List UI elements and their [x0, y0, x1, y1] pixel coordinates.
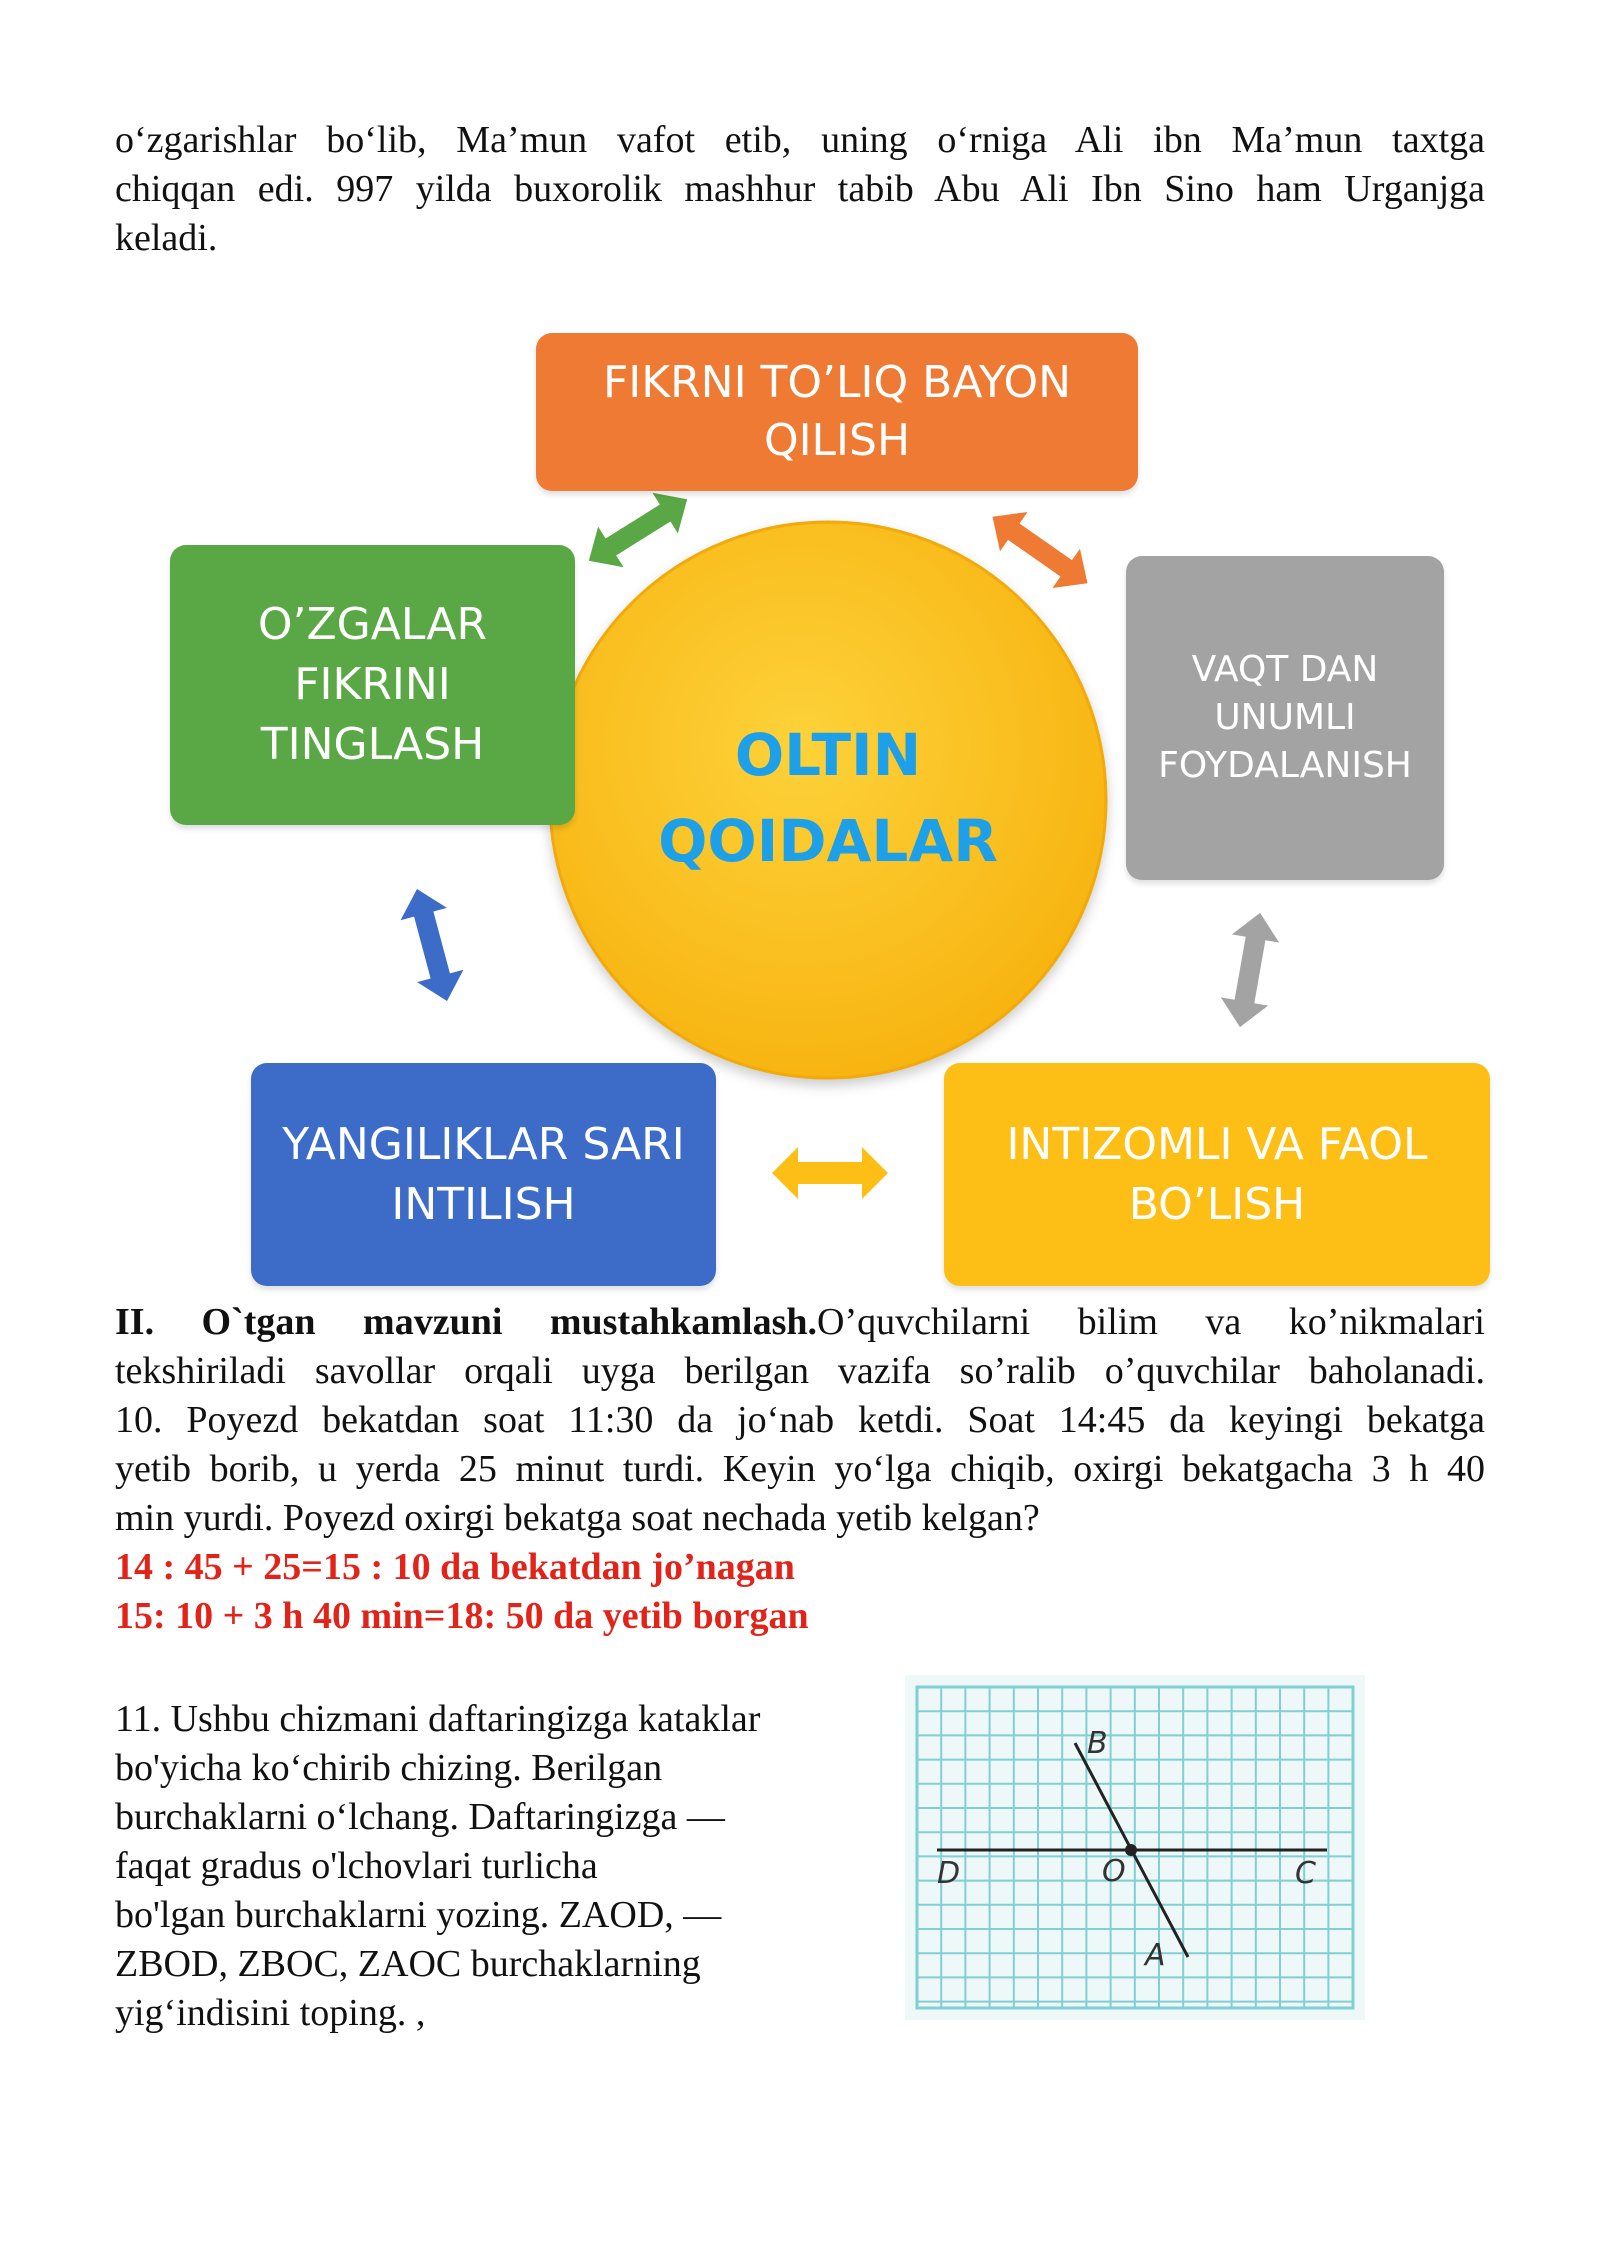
label-o: O: [1102, 1854, 1126, 1889]
center-title-line: OLTIN: [734, 721, 922, 789]
intro-line: o‘zgarishlar bo‘lib, Ma’mun vafot etib, uning o‘rniga Ali ibn Ma’mun taxtga: [115, 119, 1485, 161]
box-top-line: QILISH: [763, 415, 911, 466]
box-top-line: FIKRNI TO’LIQ BAYON: [602, 357, 1072, 408]
double-arrow-icon: [394, 883, 470, 1007]
box-bottom-left-line: YANGILIKLAR SARI: [282, 1118, 685, 1170]
intro-line: keladi.: [115, 217, 218, 259]
box-right: [1126, 556, 1444, 880]
section2-heading: II. O`tgan mavzuni mustahkamlash.: [115, 1301, 818, 1343]
box-left: [170, 545, 575, 825]
task11-paragraph: [115, 1695, 875, 2038]
box-right-line: FOYDALANISH: [1158, 745, 1412, 786]
point-o: [1125, 1844, 1137, 1856]
task11-line: burchaklarni o‘lchang. Daftaringizga —: [115, 1796, 725, 1838]
box-bottom-right: [944, 1063, 1490, 1286]
box-top: [536, 333, 1138, 491]
center-title-line: QOIDALAR: [658, 807, 998, 875]
section2-line: O’quvchilarni bilim va ko’nikmalari: [817, 1301, 1485, 1343]
section2-line: yetib borib, u yerda 25 minut turdi. Keyin yo‘lga chiqib, oxirgi bekatgacha 3 h 40: [115, 1448, 1485, 1490]
section2-line: 10. Poyezd bekatdan soat 11:30 da jo‘nab ketdi. Soat 14:45 da keyingi bekatga: [115, 1399, 1485, 1441]
label-c: C: [1295, 1856, 1316, 1891]
answer-line: 15: 10 + 3 h 40 min=18: 50 da yetib borgan: [115, 1595, 809, 1637]
task11-line: ZBOD, ZBOC, ZAOC burchaklarning: [115, 1943, 701, 1985]
double-arrow-icon: [1216, 909, 1283, 1032]
section2-line: tekshiriladi savollar orqali uyga berilgan vazifa so’ralib o’quvchilar baholanadi.: [115, 1350, 1485, 1392]
box-right-line: VAQT DAN: [1191, 649, 1379, 690]
box-bottom-left-line: INTILISH: [391, 1178, 576, 1230]
task11-line: faqat gradus o'lchovlari turlicha: [115, 1845, 598, 1887]
label-b: B: [1087, 1726, 1108, 1761]
task11-line: yig‘indisini toping. ,: [115, 1992, 426, 2034]
section2-line: min yurdi. Poyezd oxirgi bekatga soat nechada yetib kelgan?: [115, 1497, 1040, 1539]
answer-line: 14 : 45 + 25=15 : 10 da bekatdan jo’nagan: [115, 1546, 795, 1588]
label-d: D: [937, 1856, 961, 1891]
section2-paragraph: [115, 1298, 1485, 1641]
section2-first-line: [115, 1298, 1485, 1347]
box-right-line: UNUMLI: [1214, 697, 1356, 738]
box-left-line: FIKRINI: [294, 659, 451, 710]
center-title: [548, 712, 1108, 884]
box-bottom-right-line: INTIZOMLI VA FAOL: [1006, 1118, 1428, 1170]
double-arrow-icon: [772, 1147, 888, 1199]
task11-line: bo'yicha ko‘chirib chizing. Berilgan: [115, 1747, 663, 1789]
label-a: A: [1145, 1938, 1166, 1973]
box-bottom-right-line: BO’LISH: [1128, 1178, 1306, 1230]
task11-line: 11. Ushbu chizmani daftaringizga kataklar: [115, 1698, 761, 1740]
box-bottom-left: [251, 1063, 716, 1286]
box-left-line: TINGLASH: [260, 719, 485, 770]
box-left-line: O’ZGALAR: [257, 599, 488, 650]
intro-line: chiqqan edi. 997 yilda buxorolik mashhur tabib Abu Ali Ibn Sino ham Urganjga: [115, 168, 1485, 210]
task11-line: bo'lgan burchaklarni yozing. ZAOD, —: [115, 1894, 722, 1936]
angle-figure: [905, 1675, 1365, 2020]
